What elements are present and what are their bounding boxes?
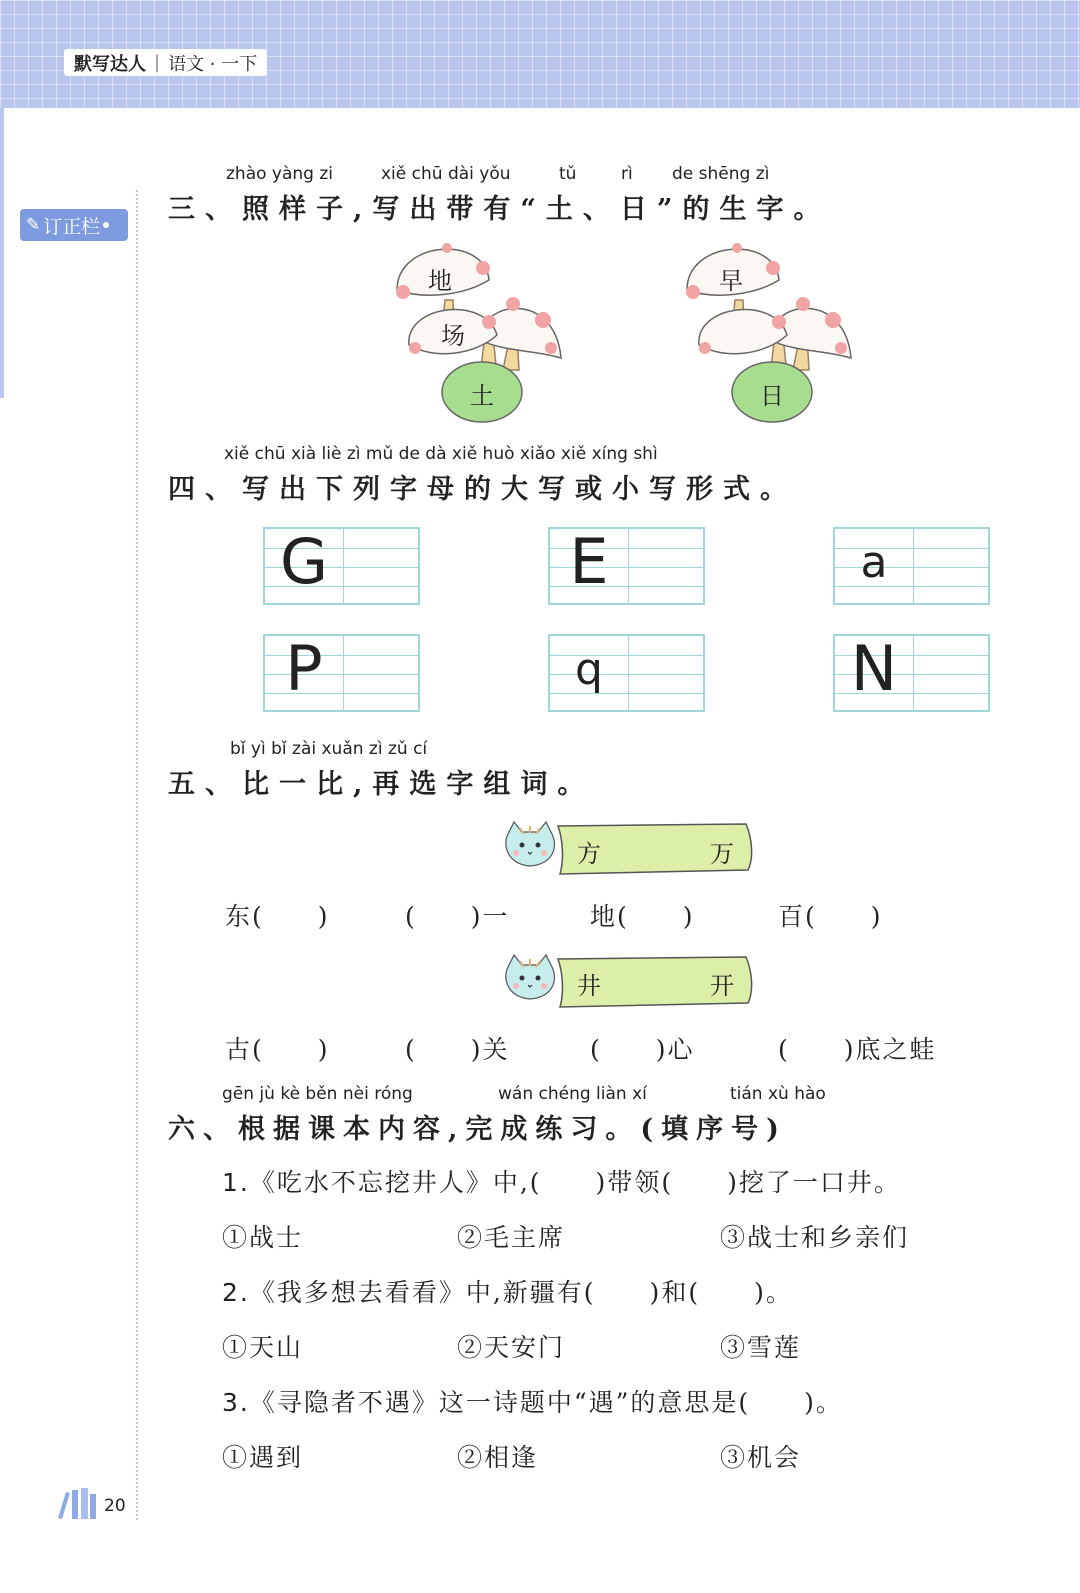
- word-blank-2-4[interactable]: ( )底之蛙: [778, 1035, 937, 1064]
- letter-box-4[interactable]: [263, 634, 420, 712]
- s6-pinyin-1: gēn jù kè běn nèi róng: [222, 1084, 413, 1104]
- s3-pinyin-2: xiě chū dài yǒu: [381, 164, 511, 184]
- mushroom1-char-middle: 场: [441, 322, 465, 350]
- letter-glyph: E: [569, 525, 609, 598]
- pair2-left-char: 井: [577, 972, 601, 1000]
- letter-glyph: q: [575, 644, 603, 695]
- letter-glyph: N: [850, 632, 898, 705]
- mushroom1-char-base: 土: [470, 382, 494, 410]
- pair1-right-char: 万: [710, 840, 734, 868]
- tab-dot: [103, 222, 109, 228]
- book-tag: [64, 49, 267, 76]
- question-number: 2.: [222, 1278, 250, 1307]
- s3-pinyin-4: rì: [621, 164, 633, 184]
- q1-option-1: ①战士: [222, 1223, 304, 1252]
- q1-option-2: ②毛主席: [457, 1223, 566, 1252]
- s3-pinyin-5: de shēng zì: [672, 164, 770, 184]
- q2-option-1: ①天山: [222, 1333, 304, 1362]
- word-blank-2-1[interactable]: 古( ): [225, 1035, 330, 1064]
- brand-name: 默写达人: [74, 53, 146, 75]
- section3-title: 三、照样子,写出带有“土、日”的生字。: [168, 194, 831, 225]
- question-text[interactable]: 《吃水不忘挖井人》中,( )带领( )挖了一口井。: [249, 1168, 901, 1197]
- s6-pinyin-3: tián xù hào: [730, 1084, 826, 1104]
- s5-pinyin: bǐ yì bǐ zài xuǎn zì zǔ cí: [230, 739, 428, 759]
- section6-title: 六、根据课本内容,完成练习。(填序号): [168, 1114, 787, 1145]
- word-blank-1-2[interactable]: ( )一: [405, 902, 510, 931]
- letter-box-5[interactable]: [548, 634, 705, 712]
- question-text[interactable]: 《寻隐者不遇》这一诗题中“遇”的意思是( )。: [249, 1388, 843, 1417]
- s6-pinyin-2: wán chéng liàn xí: [498, 1084, 647, 1104]
- letter-glyph: P: [285, 632, 323, 705]
- letter-box-1[interactable]: [263, 527, 420, 605]
- q3-option-2: ②相逢: [457, 1443, 539, 1472]
- q3-option-1: ①遇到: [222, 1443, 304, 1472]
- letter-glyph: G: [279, 525, 329, 598]
- q1-option-3: ③战士和乡亲们: [720, 1223, 910, 1252]
- page-number: 20: [104, 1496, 126, 1516]
- word-blank-1-3[interactable]: 地( ): [590, 902, 695, 931]
- mushroom1-char-top: 地: [428, 267, 452, 295]
- section4-title: 四、写出下列字母的大写或小写形式。: [168, 474, 797, 505]
- q3-option-3: ③机会: [720, 1443, 802, 1472]
- question-number: 3.: [222, 1388, 250, 1417]
- q2-option-2: ②天安门: [457, 1333, 566, 1362]
- correction-label: 订正栏: [43, 215, 101, 238]
- mushroom2-char-base: 日: [760, 382, 784, 410]
- s4-pinyin: xiě chū xià liè zì mǔ de dà xiě huò xiǎo xiě xíng shì: [224, 444, 658, 464]
- subject-label: 语文 · 一下: [168, 53, 258, 75]
- question-2: [222, 1273, 793, 1309]
- left-color-strip: [0, 108, 4, 398]
- pair2-right-char: 开: [710, 972, 734, 1000]
- question-3: [222, 1383, 843, 1419]
- pair1-left-char: 方: [577, 840, 601, 868]
- word-blank-2-2[interactable]: ( )关: [405, 1035, 510, 1064]
- word-blank-1-4[interactable]: 百( ): [778, 902, 883, 931]
- question-1: [222, 1163, 901, 1199]
- word-blank-1-1[interactable]: 东( ): [225, 902, 330, 931]
- tag-separator: |: [154, 52, 161, 73]
- s3-pinyin-3: tǔ: [559, 164, 577, 184]
- letter-box-2[interactable]: [548, 527, 705, 605]
- word-blank-2-3[interactable]: ( )心: [590, 1035, 695, 1064]
- correction-column-tab: [20, 209, 128, 241]
- mushroom2-char-top: 早: [719, 267, 743, 295]
- q2-option-3: ③雪莲: [720, 1333, 802, 1362]
- letter-box-6[interactable]: [833, 634, 990, 712]
- margin-dotted-line: [136, 190, 138, 1520]
- letter-box-3[interactable]: [833, 527, 990, 605]
- question-number: 1.: [222, 1168, 250, 1197]
- books-icon: [56, 1486, 100, 1520]
- pencil-icon: ✎: [26, 215, 41, 235]
- letter-glyph: a: [860, 537, 888, 588]
- section5-title: 五、比一比,再选字组词。: [168, 769, 595, 800]
- s3-pinyin-1: zhào yàng zi: [226, 164, 334, 184]
- question-text[interactable]: 《我多想去看看》中,新疆有( )和( )。: [249, 1278, 793, 1307]
